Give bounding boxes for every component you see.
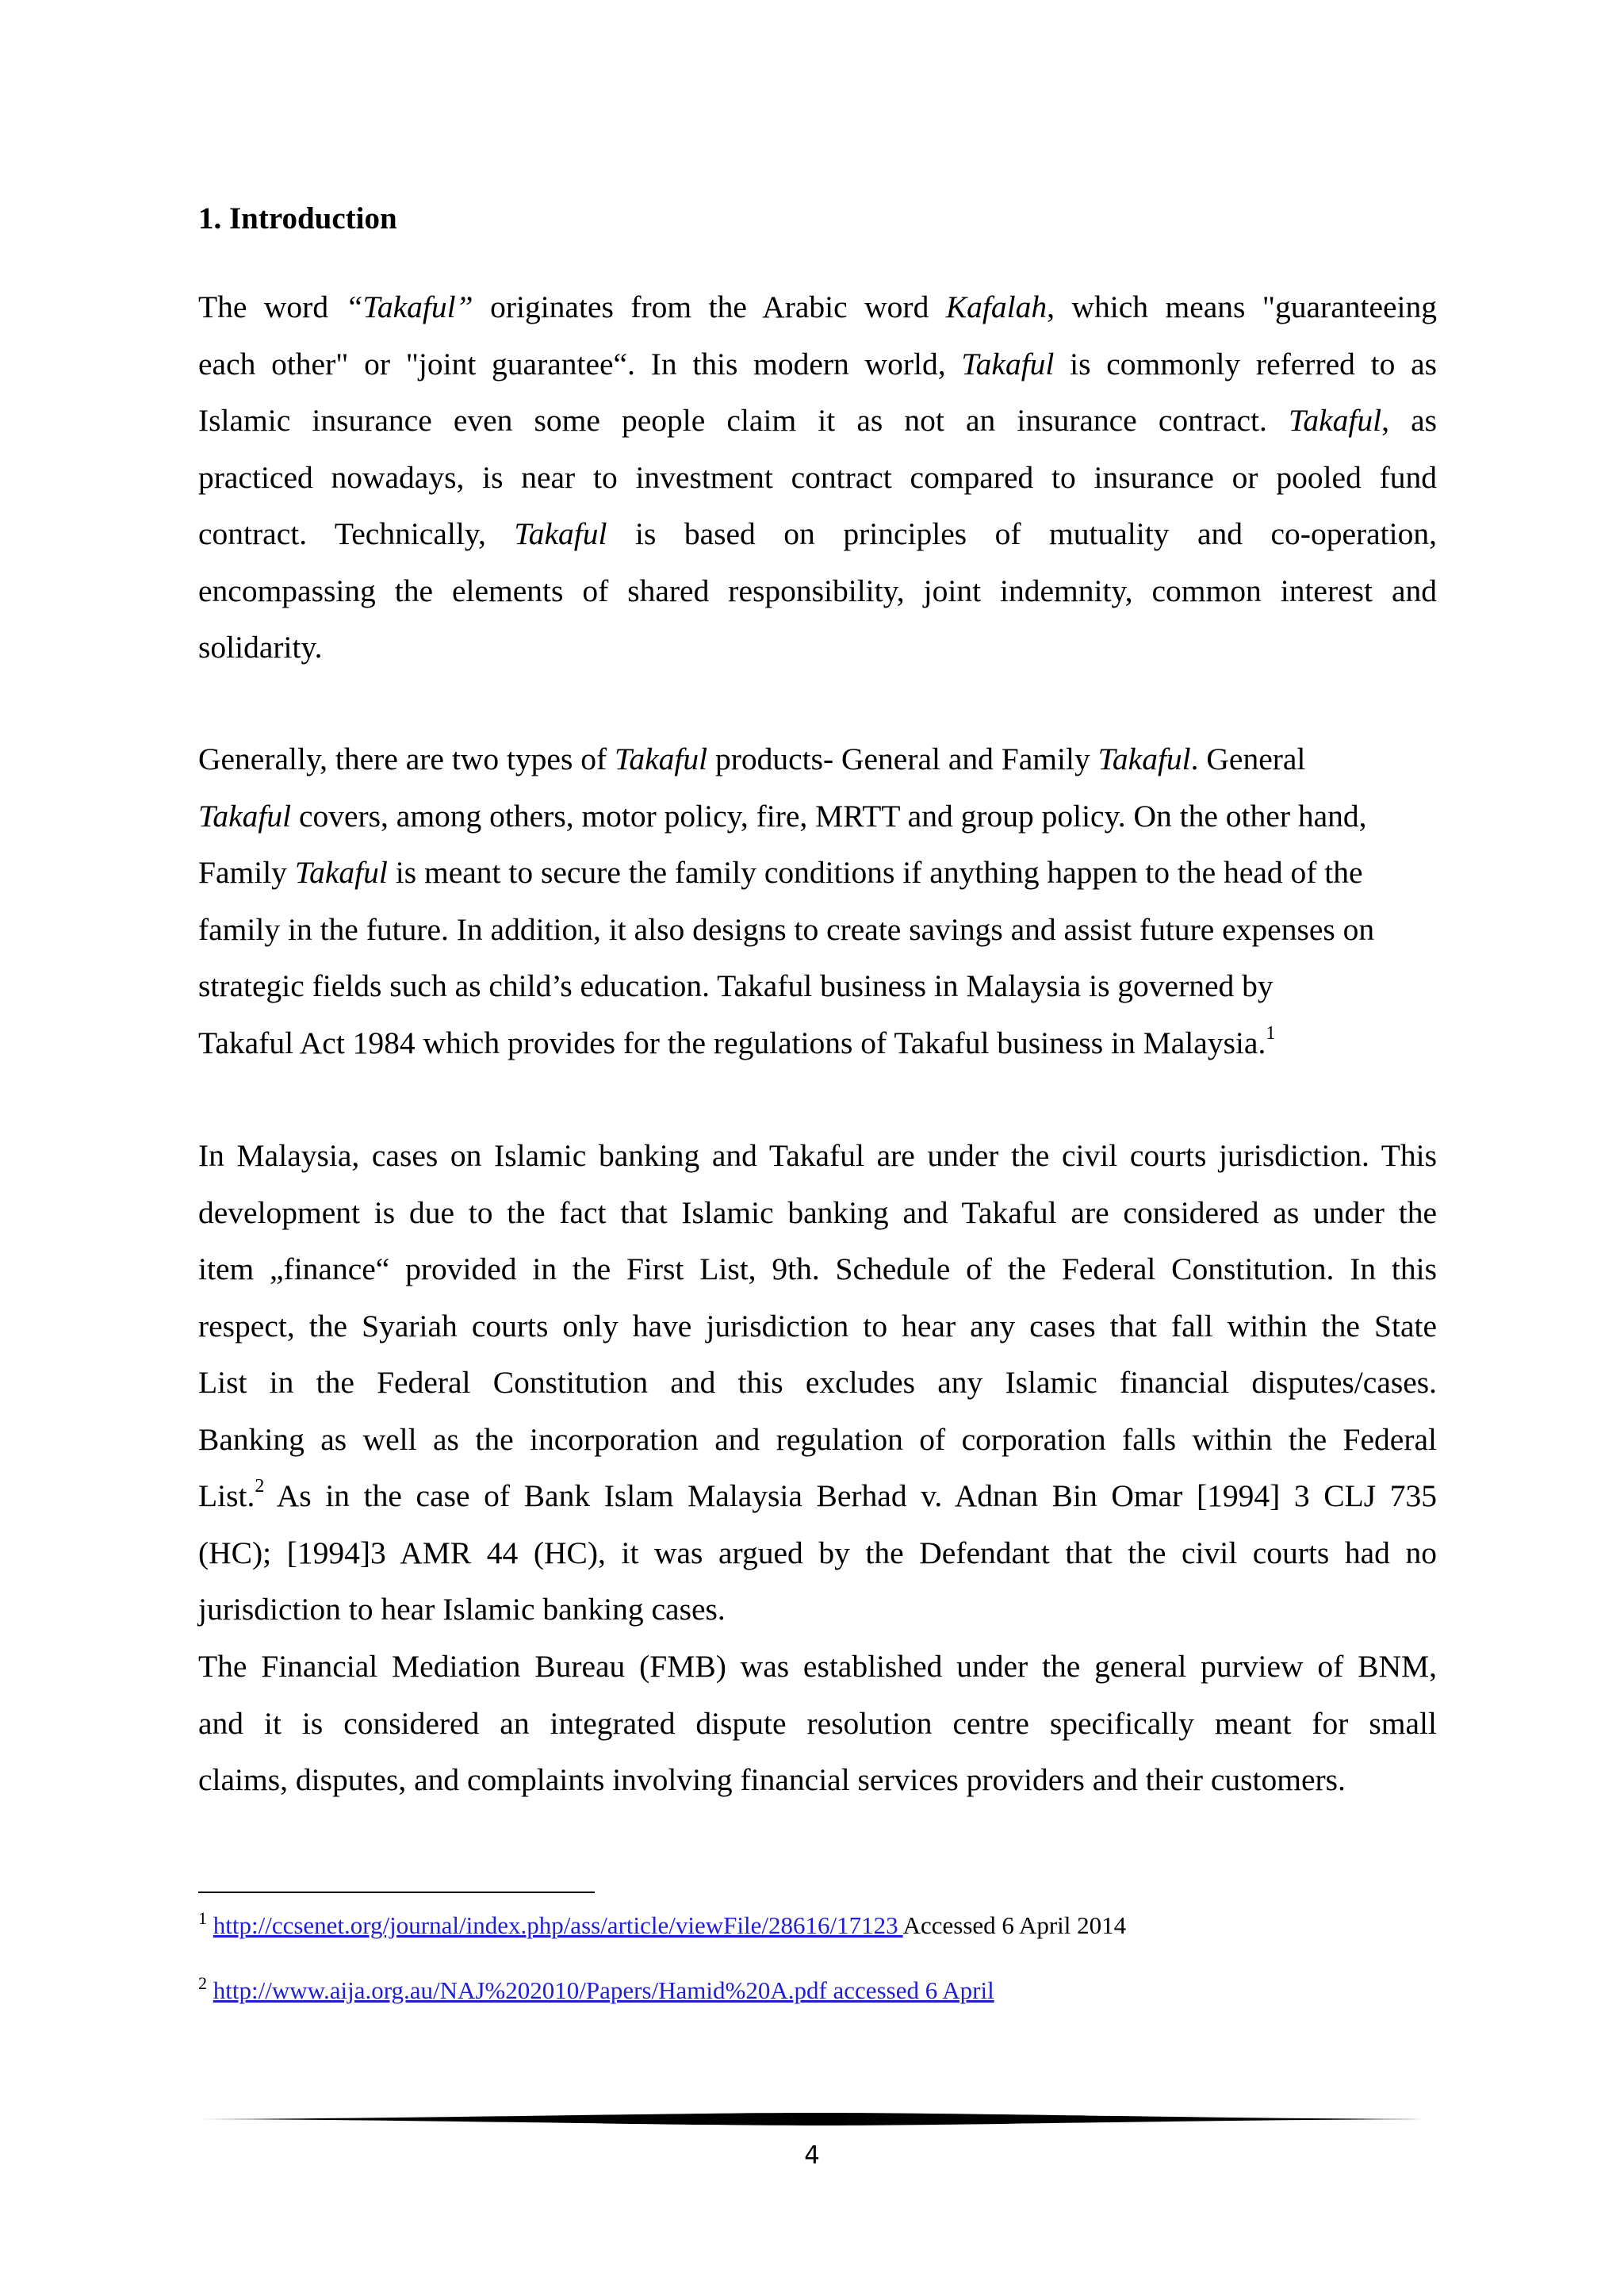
paragraph-line: Generally, there are two types of Takaful products- General and Family Takaful. General xyxy=(198,742,1306,776)
paragraph-line: The word “Takaful” originates from the Arabic word Kafalah, which means "guaranteeing xyxy=(198,289,1438,324)
paragraph-line: family in the future. In addition, it also designs to create savings and assist future expenses on xyxy=(198,911,1375,947)
paragraph-line: development is due to the fact that Islamic banking and Takaful are considered as under the xyxy=(198,1194,1437,1230)
paragraph-line: encompassing the elements of shared responsibility, joint indemnity, common interest and xyxy=(198,573,1437,608)
footnote-link-2[interactable]: http://www.aija.org.au/NAJ%202010/Papers/Hamid%20A.pdf accessed 6 April xyxy=(213,1976,994,2004)
paragraph-line: item „finance“ provided in the First List, 9th. Schedule of the Federal Constitution. In this xyxy=(198,1251,1437,1286)
paragraph-line: The Financial Mediation Bureau (FMB) was established under the general purview of BNM, xyxy=(198,1649,1437,1684)
footnote-number: 1 xyxy=(198,1908,207,1928)
paragraph-line: claims, disputes, and complaints involving financial services providers and their customers. xyxy=(198,1762,1346,1797)
paragraph-line: and it is considered an integrated dispute resolution centre specifically meant for small xyxy=(198,1705,1437,1741)
paragraph-line: (HC); [1994]3 AMR 44 (HC), it was argued by the Defendant that the civil courts had no xyxy=(198,1535,1437,1570)
footer-divider xyxy=(198,2110,1437,2129)
paragraph-line: Takaful covers, among others, motor policy, fire, MRTT and group policy. On the other hand, xyxy=(198,798,1367,834)
paragraph-4 xyxy=(198,1639,1437,1809)
section-heading: 1. Introduction xyxy=(198,201,397,236)
paragraph-line: Banking as well as the incorporation and regulation of corporation falls within the Federal xyxy=(198,1421,1437,1457)
footnote-ref-1: 1 xyxy=(1266,1022,1276,1044)
paragraph-1 xyxy=(198,279,1437,677)
paragraph-line: practiced nowadays, is near to investment contract compared to insurance or pooled fund xyxy=(198,459,1437,495)
paragraph-line: In Malaysia, cases on Islamic banking and Takaful are under the civil courts jurisdiction. This xyxy=(198,1138,1437,1173)
footnote-1 xyxy=(198,1910,1467,1941)
footnote-ref-2: 2 xyxy=(255,1476,265,1497)
paragraph-line: Family Takaful is meant to secure the family conditions if anything happen to the head of the xyxy=(198,855,1363,890)
paragraph-line: strategic fields such as child’s education. Takaful business in Malaysia is governed by xyxy=(198,968,1274,1003)
paragraph-2 xyxy=(198,731,1437,1071)
footnote-separator xyxy=(198,1892,595,1893)
footnote-link-1[interactable]: http://ccsenet.org/journal/index.php/ass/article/viewFile/28616/17123 xyxy=(213,1911,903,1939)
footnote-accessed-text: Accessed 6 April 2014 xyxy=(902,1911,1127,1939)
paragraph-line: respect, the Syariah courts only have jurisdiction to hear any cases that fall within the State xyxy=(198,1308,1437,1343)
paragraph-line: solidarity. xyxy=(198,630,323,665)
paragraph-line: Islamic insurance even some people claim it as not an insurance contract. Takaful, as xyxy=(198,403,1438,438)
paragraph-3 xyxy=(198,1128,1437,1639)
footnote-2 xyxy=(198,1975,1467,2007)
paragraph-line: each other" or "joint guarantee“. In this modern world, Takaful is commonly referred to as xyxy=(198,346,1437,381)
footnote-number: 2 xyxy=(198,1973,207,1993)
page-number: 4 xyxy=(804,2141,820,2170)
paragraph-line: List.$^2$ As in the case of Bank Islam Malaysia Berhad v. Adnan Bin Omar [1994] 3 CLJ 735 xyxy=(198,1476,1437,1513)
paragraph-line: Takaful Act 1984 which provides for the regulations of Takaful business in Malaysia.$^1$ xyxy=(198,1022,1276,1060)
paragraph-line: contract. Technically, Takaful is based on principles of mutuality and co-operation, xyxy=(198,516,1437,551)
paragraph-line: List in the Federal Constitution and this excludes any Islamic financial disputes/cases. xyxy=(198,1365,1437,1400)
paragraph-line: jurisdiction to hear Islamic banking cases. xyxy=(198,1592,726,1627)
